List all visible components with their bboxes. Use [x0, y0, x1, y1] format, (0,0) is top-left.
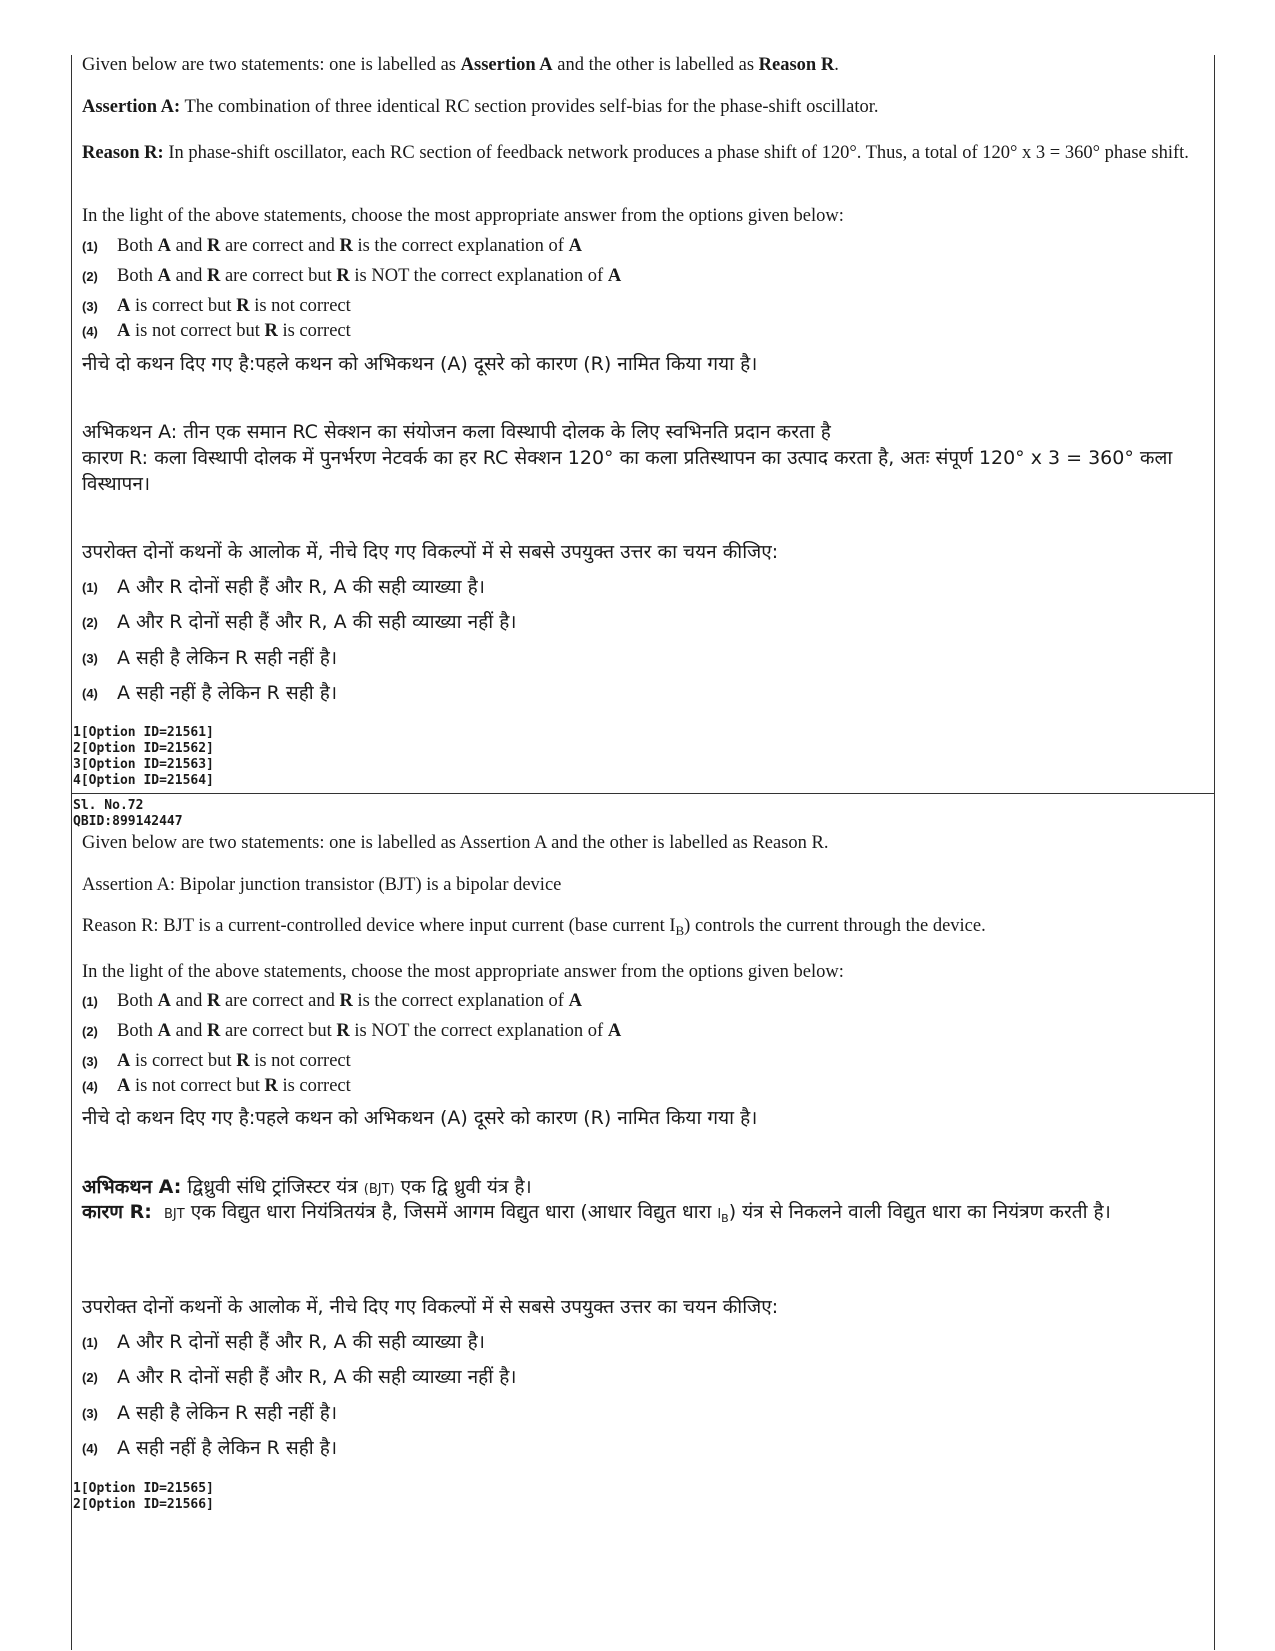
q71-hindi-intro: नीचे दो कथन दिए गए है:पहले कथन को अभिकथन (A) दूसरे को कारण (R) नामित किया गया है।: [82, 353, 758, 375]
option-number: (3): [82, 1406, 98, 1421]
option-id: 2[Option ID=21566]: [73, 1497, 214, 1512]
q72-hindi-reason-label: कारण R:: [82, 1201, 152, 1223]
q71-reason-label: Reason R:: [82, 143, 164, 163]
option-id: 4[Option ID=21564]: [73, 773, 214, 788]
q71-assertion-label: Assertion A:: [82, 97, 181, 117]
q71-hindi-instruction: उपरोक्त दोनों कथनों के आलोक में, नीचे दिए गए विकल्पों में से सबसे उपयुक्त उत्तर का चयन कीजिए:: [82, 541, 779, 563]
option-text: Both A and R are correct but R is NOT the correct explanation of A: [117, 266, 622, 286]
option-number: (1): [82, 1335, 98, 1350]
q72-option-hi-4: [82, 1434, 337, 1460]
option-number: (2): [82, 1024, 98, 1040]
option-text: A is correct but R is not correct: [117, 1051, 351, 1071]
q71-option-en-3: [82, 296, 351, 317]
qbid: QBID:899142447: [73, 814, 183, 829]
q71-instruction: In the light of the above statements, choose the most appropriate answer from the options given below:: [82, 206, 844, 226]
option-text: A और R दोनों सही हैं और R, A की सही व्याख्या नहीं है।: [117, 611, 517, 633]
option-id: 2[Option ID=21562]: [73, 741, 214, 756]
q72-option-en-1: [82, 991, 582, 1012]
q72-hindi-reason-subscript: B: [721, 1212, 729, 1225]
q72-option-ids: [73, 1481, 214, 1513]
option-number: (1): [82, 239, 98, 255]
q72-intro: Given below are two statements: one is labelled as Assertion A and the other is labelled as Reason R.: [82, 833, 829, 853]
option-number: (1): [82, 994, 98, 1010]
option-text: A सही है लेकिन R सही नहीं है।: [117, 647, 338, 669]
q72-hindi-instruction: उपरोक्त दोनों कथनों के आलोक में, नीचे दिए गए विकल्पों में से सबसे उपयुक्त उत्तर का चयन कीजिए:: [82, 1296, 779, 1318]
option-number: (4): [82, 324, 98, 340]
q72-hindi-reason-symbol: I: [717, 1207, 722, 1222]
q72-hindi-reason-end: ) यंत्र से निकलने वाली विद्युत धारा का नियंत्रण करती है।: [728, 1201, 1111, 1223]
q72-hindi-reason-text: एक विद्युत धारा नियंत्रितयंत्र है, जिसमें आगम विद्युत धारा (आधार विद्युत धारा: [184, 1201, 718, 1223]
serial-number: Sl. No.72: [73, 798, 144, 813]
option-number: (3): [82, 299, 98, 315]
option-id: 1[Option ID=21565]: [73, 1481, 214, 1496]
option-number: (2): [82, 1370, 98, 1385]
q72-hindi-reason-abbr: BJT: [163, 1207, 185, 1222]
q71-assertion-text: The combination of three identical RC section provides self-bias for the phase-shift oscillator.: [180, 97, 879, 117]
option-text: A सही नहीं है लेकिन R सही है।: [117, 1437, 338, 1459]
q71-assertion: [82, 97, 1205, 118]
q72-reason-text-end: ) controls the current through the device.: [684, 916, 986, 936]
option-number: (3): [82, 1054, 98, 1070]
q72-assertion: Assertion A: Bipolar junction transistor (BJT) is a bipolar device: [82, 875, 562, 895]
option-text: Both A and R are correct but R is NOT the correct explanation of A: [117, 1021, 622, 1041]
option-number: (4): [82, 686, 98, 701]
q71-reason-text: In phase-shift oscillator, each RC section of feedback network produces a phase shift of 120°. Thus, a total of 120° x 3 = 360° phase shift.: [163, 143, 1189, 163]
q71-hindi-reason: कारण R: कला विस्थापी दोलक में पुनर्भरण नेटवर्क का हर RC सेक्शन 120° का कला प्रतिस्थापन का उत्पाद करता है, अतः संपूर्ण 120° x 3 = 360° कला विस्थापन।: [82, 447, 1173, 495]
q72-reason-subscript: B: [675, 923, 685, 938]
q72-hindi-assertion-abbr: (BJT): [363, 1182, 395, 1197]
q72-hindi-assertion: [82, 1173, 1205, 1199]
question-separator: [71, 793, 1215, 794]
q72-hindi-reason: [82, 1199, 1205, 1232]
q72-header: [73, 798, 183, 830]
q71-option-en-4: [82, 321, 351, 342]
q72-hindi-assertion-label: अभिकथन A:: [82, 1176, 182, 1198]
option-number: (2): [82, 269, 98, 285]
q71-reason: [82, 142, 1205, 165]
option-number: (3): [82, 651, 98, 666]
q71-option-en-2: [82, 266, 621, 287]
q72-reason: [82, 916, 1205, 939]
q71-intro-text: Given below are two statements: one is labelled as: [82, 55, 461, 75]
option-number: (2): [82, 615, 98, 630]
option-id: 1[Option ID=21561]: [73, 725, 214, 740]
q71-hindi-assertion: अभिकथन A: तीन एक समान RC सेक्शन का संयोजन कला विस्थापी दोलक के लिए स्वभिनति प्रदान करता है: [82, 421, 831, 443]
option-text: A और R दोनों सही हैं और R, A की सही व्याख्या नहीं है।: [117, 1366, 517, 1388]
option-text: A और R दोनों सही हैं और R, A की सही व्याख्या है।: [117, 576, 485, 598]
option-text: A is not correct but R is correct: [117, 321, 351, 341]
right-border: [1214, 55, 1215, 1650]
q71-intro-mid: and the other is labelled as: [552, 55, 759, 75]
q71-intro-reason: Reason R: [758, 55, 835, 75]
q71-intro-assertion: Assertion A: [460, 55, 553, 75]
option-text: A सही नहीं है लेकिन R सही है।: [117, 682, 338, 704]
q71-option-en-1: [82, 236, 582, 257]
q71-option-ids: [73, 725, 214, 789]
q72-hindi-assertion-end: एक द्वि ध्रुवी यंत्र है।: [394, 1176, 532, 1198]
option-number: (4): [82, 1441, 98, 1456]
q72-option-en-3: [82, 1051, 351, 1072]
q71-option-hi-1: [82, 573, 485, 599]
option-text: A is not correct but R is correct: [117, 1076, 351, 1096]
q71-option-hi-3: [82, 644, 337, 670]
q72-option-hi-2: [82, 1363, 517, 1389]
q72-option-hi-3: [82, 1399, 337, 1425]
q71-intro-end: .: [834, 55, 839, 75]
q71-option-hi-4: [82, 679, 337, 705]
option-text: A सही है लेकिन R सही नहीं है।: [117, 1402, 338, 1424]
q72-instruction: In the light of the above statements, choose the most appropriate answer from the options given below:: [82, 962, 844, 982]
option-number: (1): [82, 580, 98, 595]
option-text: A और R दोनों सही हैं और R, A की सही व्याख्या है।: [117, 1331, 485, 1353]
option-text: Both A and R are correct and R is the correct explanation of A: [117, 991, 582, 1011]
left-border: [71, 55, 72, 1650]
q71-option-hi-2: [82, 608, 517, 634]
q71-intro: [82, 55, 1205, 76]
option-text: A is correct but R is not correct: [117, 296, 351, 316]
q72-hindi-assertion-text: द्विध्रुवी संधि ट्रांजिस्टर यंत्र: [181, 1176, 364, 1198]
q72-option-en-4: [82, 1076, 351, 1097]
q72-hindi-intro: नीचे दो कथन दिए गए है:पहले कथन को अभिकथन (A) दूसरे को कारण (R) नामित किया गया है।: [82, 1107, 758, 1129]
option-number: (4): [82, 1079, 98, 1095]
option-id: 3[Option ID=21563]: [73, 757, 214, 772]
q72-reason-text: Reason R: BJT is a current-controlled device where input current (base current I: [82, 916, 676, 936]
q72-option-en-2: [82, 1021, 621, 1042]
q72-option-hi-1: [82, 1328, 485, 1354]
option-text: Both A and R are correct and R is the correct explanation of A: [117, 236, 582, 256]
